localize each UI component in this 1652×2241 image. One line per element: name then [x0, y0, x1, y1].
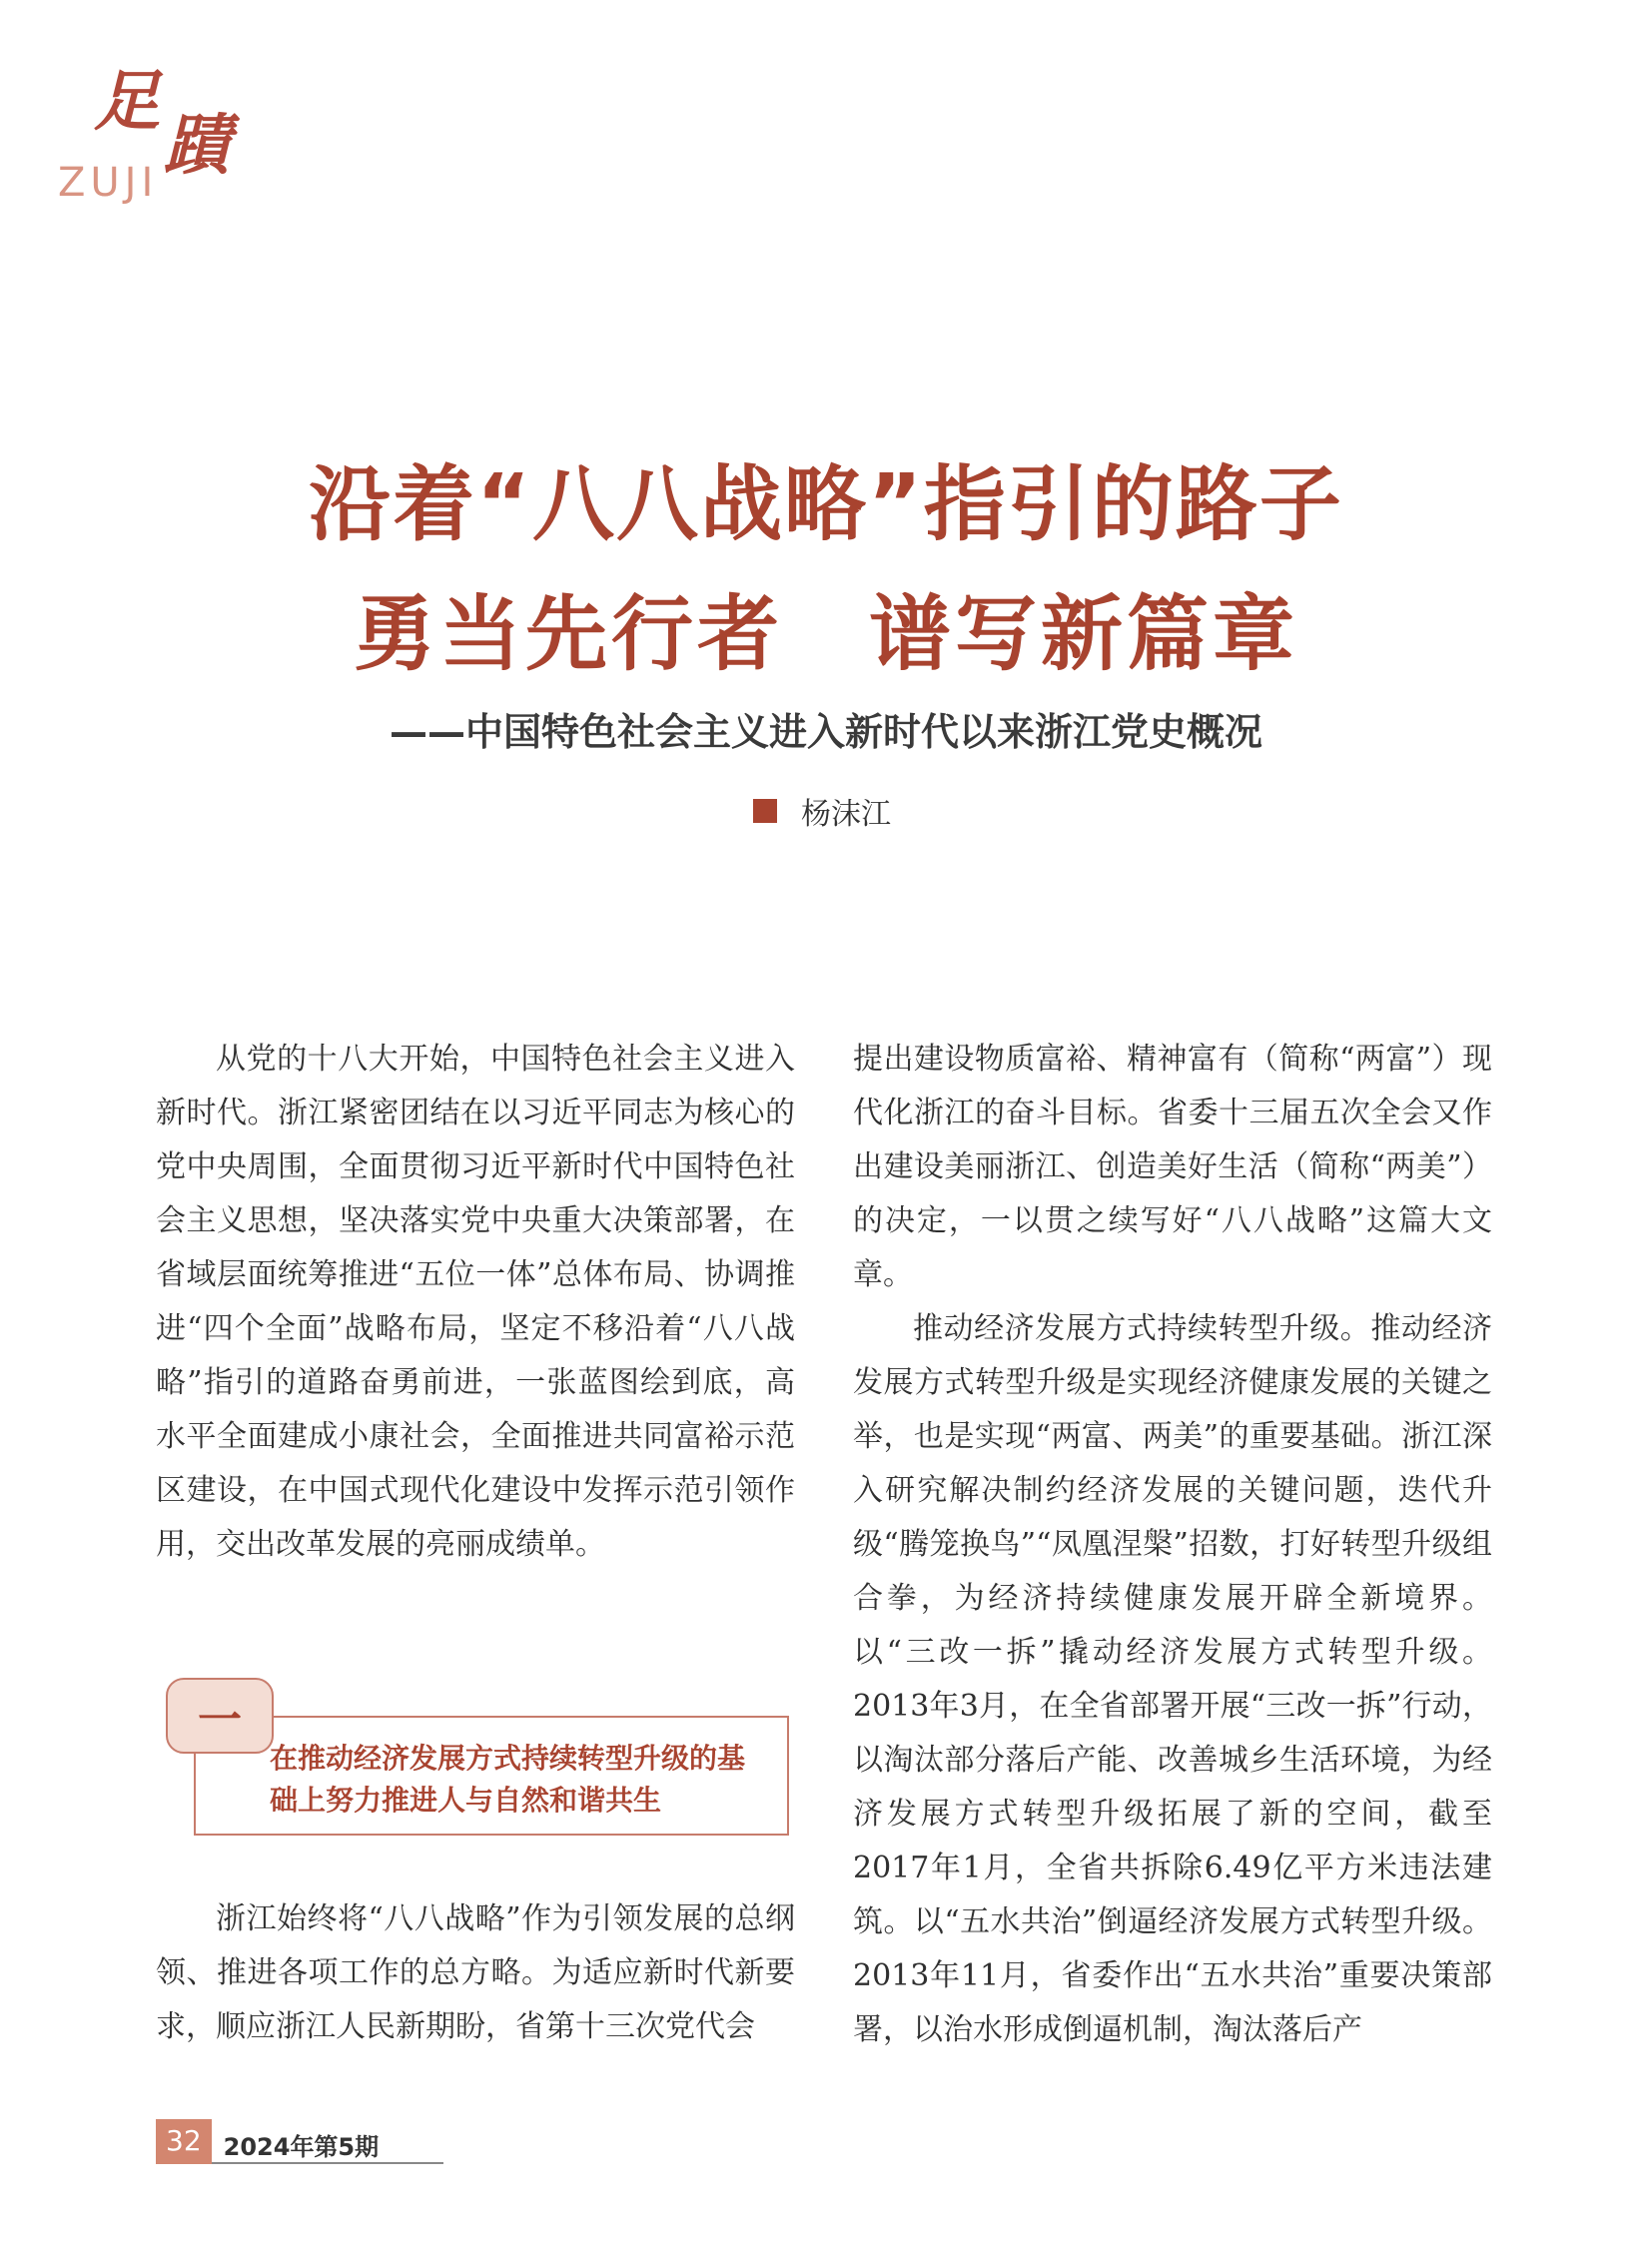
paragraph: 从党的十八大开始，中国特色社会主义进入新时代。浙江紧密团结在以习近平同志为核心的党中央周围，全面贯彻习近平新时代中国特色社会主义思想，坚决落实党中央重大决策部署，在省域层面统筹推进“五位一体”总体布局、协调推进“四个全面”战略布局，坚定不移沿着“八八战略”指引的道路奋勇前进，一张蓝图绘到底，高水平全面建成小康社会，全面推进共同富裕示范区建设，在中国式现代化建设中发挥示范引领作用，交出改革发展的亮丽成绩单。: [156, 1042, 795, 1562]
author-name: 杨沫江: [801, 797, 891, 832]
logo-char-2: 蹟: [164, 106, 230, 184]
issue-label: 2024年第5期: [212, 2119, 443, 2164]
logo-latin: ZUJI: [58, 160, 159, 206]
section-title: 在推动经济发展方式持续转型升级的基础上努力推进人与自然和谐共生: [270, 1742, 746, 1817]
left-column-top: [156, 1033, 795, 1572]
logo-char-1: 足: [94, 62, 160, 140]
article-title-line-1: 沿着“八八战略”指引的路子: [309, 457, 1343, 552]
square-bullet-icon: [753, 799, 777, 823]
paragraph: 提出建设物质富裕、精神富有（简称“两富”）现代化浙江的奋斗目标。省委十三届五次全会又作出建设美丽浙江、创造美好生活（简称“两美”）的决定，一以贯之续写好“八八战略”这篇大文章。: [853, 1042, 1492, 1292]
magazine-logo: [52, 62, 252, 206]
section-number-tab: 一: [166, 1678, 274, 1754]
left-column-bottom: [156, 1892, 795, 2054]
right-column: [853, 1033, 1492, 2057]
page-number: 32: [156, 2119, 212, 2164]
paragraph: 推动经济发展方式持续转型升级。推动经济发展方式转型升级是实现经济健康发展的关键之举，也是实现“两富、两美”的重要基础。浙江深入研究解决制约经济发展的关键问题，迭代升级“腾笼换鸟”“凤凰涅槃”招数，打好转型升级组合拳，为经济持续健康发展开辟全新境界。以“三改一拆”撬动经济发展方式转型升级。2013年3月，在全省部署开展“三改一拆”行动，以淘汰部分落后产能、改善城乡生活环境，为经济发展方式转型升级拓展了新的空间，截至2017年1月，全省共拆除6.49亿平方米违法建筑。以“五水共治”倒逼经济发展方式转型升级。2013年11月，省委作出“五水共治”重要决策部署，以治水形成倒逼机制，淘汰落后产: [853, 1311, 1492, 2047]
paragraph: 浙江始终将“八八战略”作为引领发展的总纲领、推进各项工作的总方略。为适应新时代新要求，顺应浙江人民新期盼，省第十三次党代会: [156, 1901, 795, 2044]
article-subtitle: ——中国特色社会主义进入新时代以来浙江党史概况: [389, 710, 1262, 754]
page-footer: [156, 2119, 443, 2164]
byline: [753, 789, 891, 833]
article-title-line-2: 勇当先行者 谱写新篇章: [353, 587, 1298, 682]
